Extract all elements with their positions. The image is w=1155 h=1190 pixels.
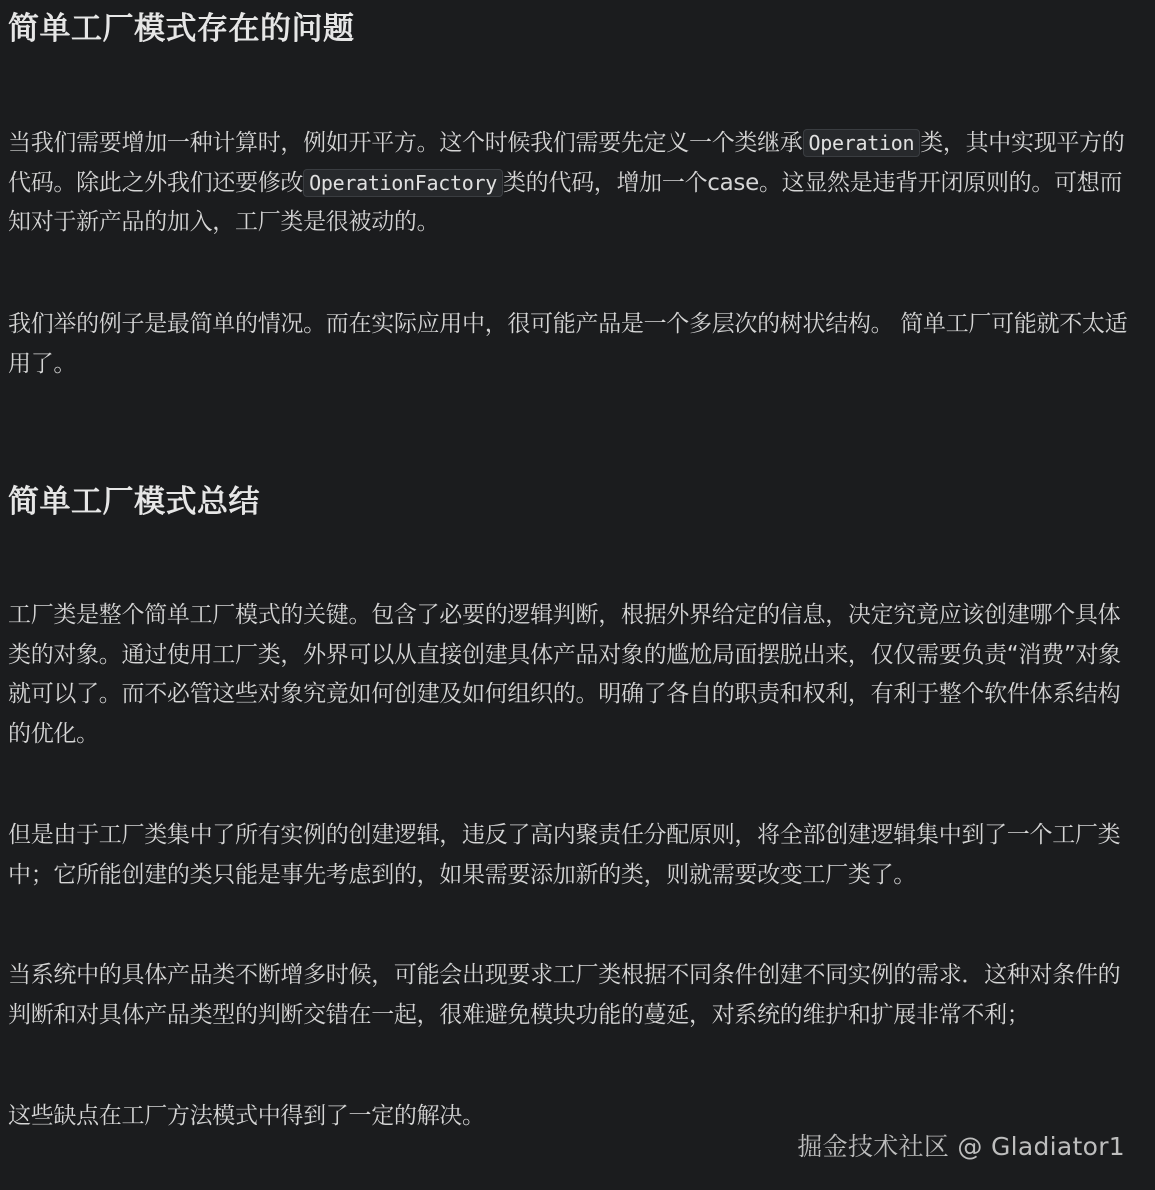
- heading-simple-factory-summary: 简单工厂模式总结: [8, 484, 260, 520]
- paragraph-cohesion-violation: 但是由于工厂类集中了所有实例的创建逻辑，违反了高内聚责任分配原则，将全部创建逻辑集中到了一个工厂类中；它所能创建的类只能是事先考虑到的，如果需要添加新的类，则就需要改变工厂类了。: [8, 822, 1121, 888]
- paragraph-adding-operation: [8, 124, 1140, 243]
- text-segment: 类的代码，增加一个case。这显然是违背开闭原则的。可想而知对于新产品的加入，工厂类是很被动的。: [8, 169, 1123, 235]
- text-segment: 当我们需要增加一种计算时，例如开平方。这个时候我们需要先定义一个类继承: [8, 130, 803, 156]
- heading-simple-factory-problems: 简单工厂模式存在的问题: [8, 11, 355, 47]
- paragraph-factory-method-solution: 这些缺点在工厂方法模式中得到了一定的解决。: [8, 1103, 485, 1129]
- paragraph-factory-key: 工厂类是整个简单工厂模式的关键。包含了必要的逻辑判断，根据外界给定的信息，决定究竟应该创建哪个具体类的对象。通过使用工厂类，外界可以从直接创建具体产品对象的尴尬局面摆脱出来，仅仅需要负责“消费”对象就可以了。而不必管这些对象究竟如何创建及如何组织的。明确了各自的职责和权利，有利于整个软件体系结构的优化。: [8, 602, 1121, 747]
- text-segment: 类，其中实现平方的代码。除此之外我们还要修改: [8, 130, 1125, 196]
- watermark: 掘金技术社区 @ Gladiator1: [797, 1132, 1125, 1161]
- inline-code-operation-factory: OperationFactory: [303, 169, 503, 197]
- paragraph-growing-products: 当系统中的具体产品类不断增多时候，可能会出现要求工厂类根据不同条件创建不同实例的需求．这种对条件的判断和对具体产品类型的判断交错在一起，很难避免模块功能的蔓延，对系统的维护和扩展非常不利；: [8, 962, 1121, 1028]
- paragraph-tree-structure: 我们举的例子是最简单的情况。而在实际应用中，很可能产品是一个多层次的树状结构。 简单工厂可能就不太适用了。: [8, 311, 1128, 377]
- inline-code-operation: Operation: [803, 129, 921, 157]
